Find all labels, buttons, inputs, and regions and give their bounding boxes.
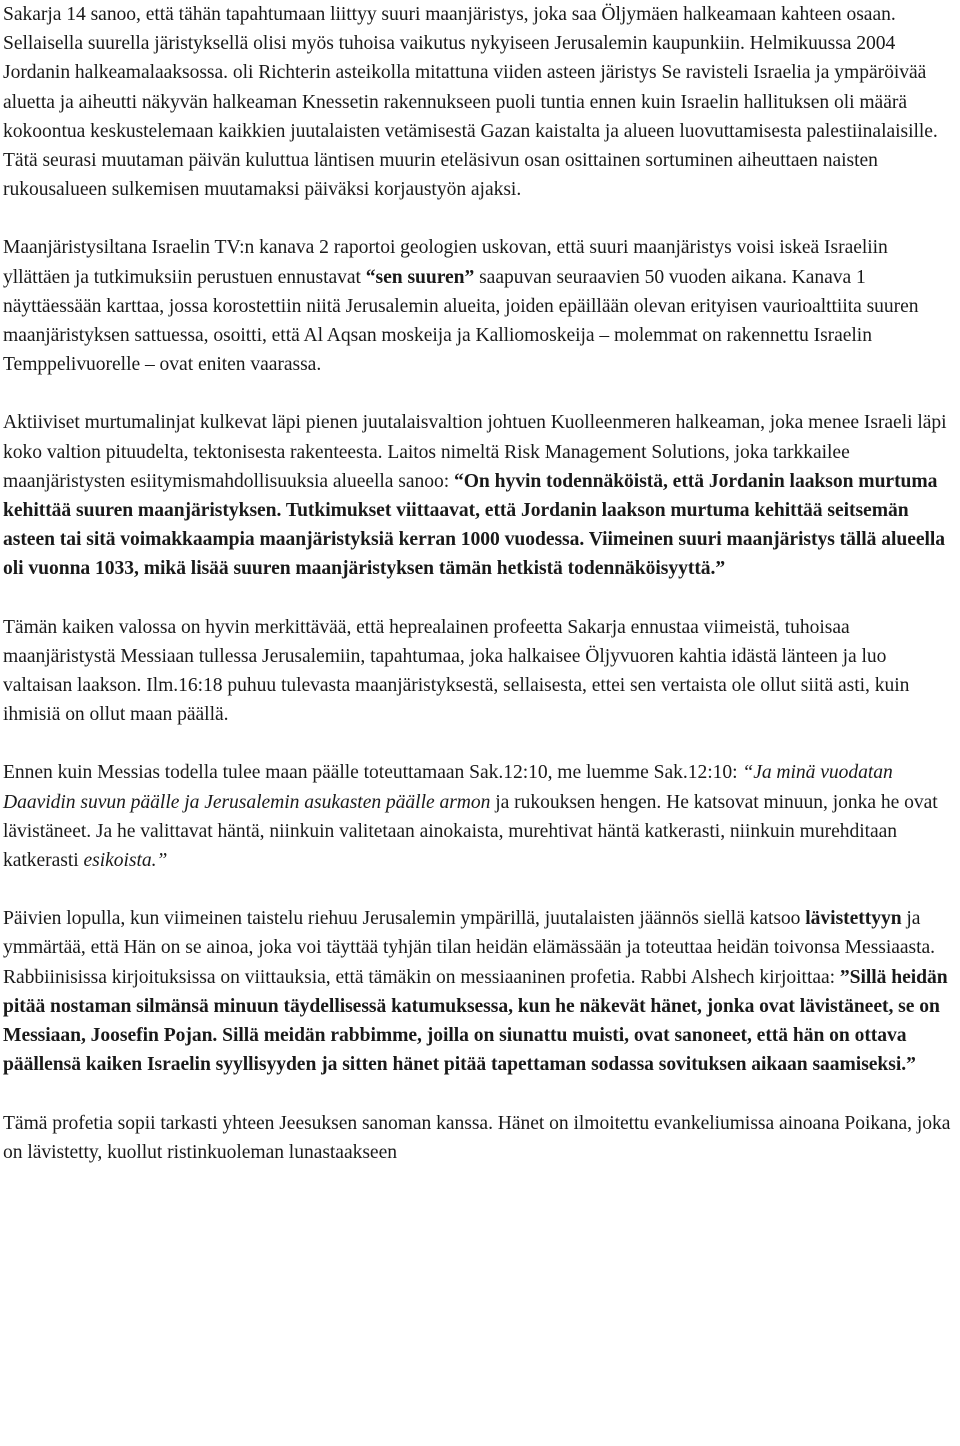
bold-text-span: lävistettyyn (805, 908, 902, 930)
bold-text-span: “sen suuren” (365, 266, 475, 288)
text-span: ja ymmärtää, että Hän on se ainoa, joka voi täyttää tyhjän tilan heidän elämässään ja toteuttaa heidän toivonsa Messiaasta. Rabbiinisissa kirjoituksissa on viittauksia, että tämäkin on messiaaninen profetia. Rabbi Alshech kirjoittaa: (3, 908, 936, 988)
paragraph-messiah-comes (3, 758, 957, 875)
text-span: Tämän kaiken valossa on hyvin merkittävää, että heprealainen profeetta Sakarja ennustaa viimeistä, tuhoisaa maanjäristystä Messiaan tullessa Jerusalemiin, tapahtumaa, joka halkaisee Öljyvuoren kahtia idästä länteen ja luo valtaisan laakson. Ilm.16:18 puhuu tulevasta maanjäristyksestä, sellaisesta, ettei sen vertaista ole ollut siitä asti, kuin ihmisiä on ollut maan päällä. (3, 616, 910, 726)
text-span: saapuvan seuraavien 50 vuoden aikana. Kanava 1 näyttäessään karttaa, jossa korostettiin niitä Jerusalemin alueita, joiden epäillään olevan erityisen vaurioalttiita suuren maanjäristyksen sattuessa, osoitti, että Al Aqsan moskeija ja Kalliomoskeija – molemmat on rakennettu Israelin Temppelivuorelle – ovat eniten vaarassa. (3, 266, 919, 376)
paragraph-sakarja-earthquake (3, 0, 957, 204)
text-span: Tämä profetia sopii tarkasti yhteen Jeesuksen sanoman kanssa. Hänet on ilmoitettu evankeliumissa ainoana Poikana, joka on lävistetty, kuollut ristinkuoleman lunastaakseen (3, 1112, 951, 1163)
text-span: Ennen kuin Messias todella tulee maan päälle toteuttamaan Sak.12:10, me luemme Sak.12:10: (3, 762, 743, 784)
paragraph-fault-lines (3, 408, 957, 583)
text-span: Sakarja 14 sanoo, että tähän tapahtumaan liittyy suuri maanjäristys, joka saa Öljymäen halkeamaan kahteen osaan. Sellaisella suurella järistyksellä olisi myös tuhoisa vaikutus nykyiseen Jerusalemin kaupunkiin. Helmikuussa 2004 Jordanin halkeamalaaksossa. oli Richterin asteikolla mitattuna viiden asteen järistys Se ravisteli Israelia ja ympäröivää aluetta ja aiheutti näkyvän halkeaman Knessetin rakennukseen puoli tuntia ennen kuin Israelin hallituksen oli määrä kokoontua keskustelemaan kaikkien juutalaisten vetämisestä Gazan kaistalta ja alueen luovuttamisesta palestiinalaisille. Tätä seurasi muutaman päivän kuluttua läntisen muurin eteläsivun osan osittainen sortuminen aiheuttaen naisten rukousalueen sulkemisen muutamaksi päiväksi korjaustyön ajaksi. (3, 4, 938, 201)
bold-quote-span: ”Sillä heidän pitää nostaman silmänsä minuun täydellisessä katumuksessa, kun he näkevät hänet, jonka ovat lävistäneet, se on Messiaan, Joosefin Pojan. Sillä meidän rabbimme, joilla on siunattu muisti, ovat sanoneet, että hän on ottava päällensä kaiken Israelin syyllisyyden ja sitten hänet pitää tapettaman sodassa sovituksen aikaan saamiseksi.” (3, 966, 948, 1076)
document-page (3, 0, 957, 1196)
text-span: Maanjäristysiltana Israelin TV:n kanava 2 raportoi geologien uskovan, että suuri maanjäristys voisi iskeä Israeliin yllättäen ja tutkimuksiin perustuen ennustavat (3, 237, 888, 288)
italic-quote-span: “Ja minä vuodatan Daavidin suvun päälle ja Jerusalemin asukasten päälle armon (3, 762, 893, 813)
paragraph-end-of-days (3, 904, 957, 1079)
text-span: Aktiiviset murtumalinjat kulkevat läpi pienen juutalaisvaltion johtuen Kuolleenmeren halkeaman, joka menee Israeli läpi koko valtion pituudelta, tektonisesta rakenteesta. Laitos nimeltä Risk Management Solutions, joka tarkkailee maanjäristysten esiitymismahdollisuuksia alueella sanoo: (3, 412, 947, 492)
text-span: ja rukouksen hengen. He katsovat minuun, jonka he ovat lävistäneet. Ja he valittavat häntä, niinkuin valitetaan ainokaista, murehtivat häntä katkerasti, niinkuin murehditaan katkerasti (3, 791, 938, 872)
bold-quote-span: “On hyvin todennäköistä, että Jordanin laakson murtuma kehittää suuren maanjäristyksen. Tutkimukset viittaavat, että Jordanin laakson murtuma kehittää seitsemän asteen tai sitä voimakkaampia maanjäristyksiä kerran 1000 vuodessa. Viimeinen suuri maanjäristys tällä alueella oli vuonna 1033, mikä lisää suuren maanjäristyksen tämän hetkistä todennäköisyyttä.” (3, 470, 946, 580)
text-span: Päivien lopulla, kun viimeinen taistelu riehuu Jerusalemin ympärillä, juutalaisten jäännös siellä katsoo (3, 908, 806, 930)
paragraph-prophecy-fits (3, 1109, 957, 1167)
paragraph-prophet-zechariah (3, 613, 957, 730)
paragraph-israel-tv-report (3, 233, 957, 379)
italic-quote-span: esikoista.” (83, 850, 168, 872)
